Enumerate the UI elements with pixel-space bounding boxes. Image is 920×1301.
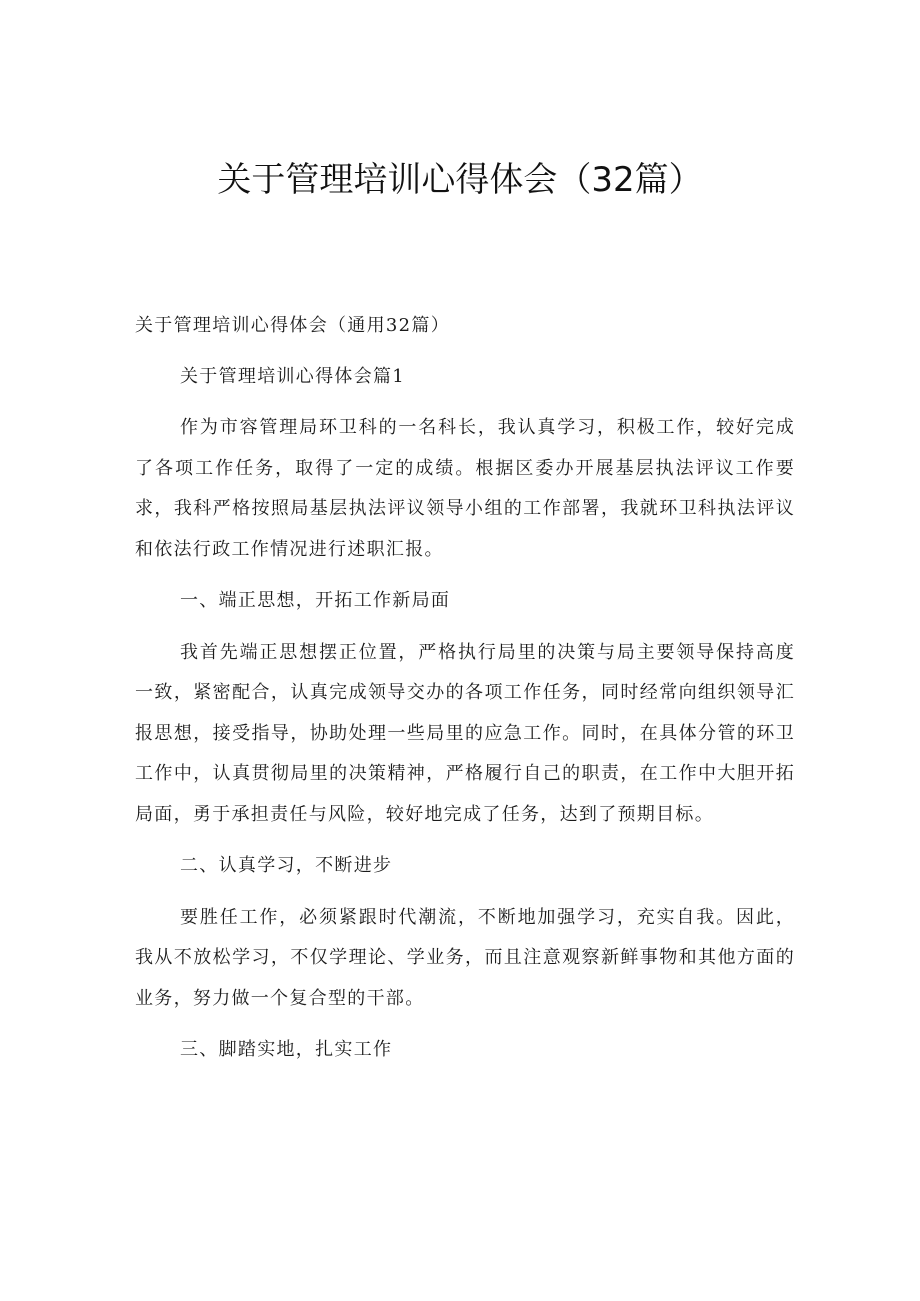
paragraph-one: 我首先端正思想摆正位置，严格执行局里的决策与局主要领导保持高度一致，紧密配合，认真完成领导交办的各项工作任务，同时经常向组织领导汇报思想，接受指导，协助处理一些局里的应急工作。同时，在具体分管的环卫工作中，认真贯彻局里的决策精神，严格履行自己的职责，在工作中大胆开拓局面，勇于承担责任与风险，较好地完成了任务，达到了预期目标。 — [135, 641, 795, 825]
heading-one: 一、端正思想，开拓工作新局面 — [180, 590, 451, 611]
document-subtitle: 关于管理培训心得体会（通用32篇） — [135, 315, 451, 336]
paragraph-two: 要胜任工作，必须紧跟时代潮流，不断地加强学习，充实自我。因此，我从不放松学习，不仅学理论、学业务，而且注意观察新鲜事物和其他方面的业务，努力做一个复合型的干部。 — [135, 906, 795, 1009]
section-heading: 关于管理培训心得体会篇1 — [180, 365, 406, 387]
document-title: 关于管理培训心得体会（32篇） — [217, 160, 703, 200]
paragraph-intro: 作为市容管理局环卫科的一名科长，我认真学习，积极工作，较好完成了各项工作任务，取得了一定的成绩。根据区委办开展基层执法评议工作要求，我科严格按照局基层执法评议领导小组的工作部署，我就环卫科执法评议和依法行政工作情况进行述职汇报。 — [135, 417, 795, 560]
heading-two: 二、认真学习，不断进步 — [180, 855, 393, 876]
document-body — [135, 306, 795, 1082]
heading-three: 三、脚踏实地，扎实工作 — [180, 1039, 393, 1060]
